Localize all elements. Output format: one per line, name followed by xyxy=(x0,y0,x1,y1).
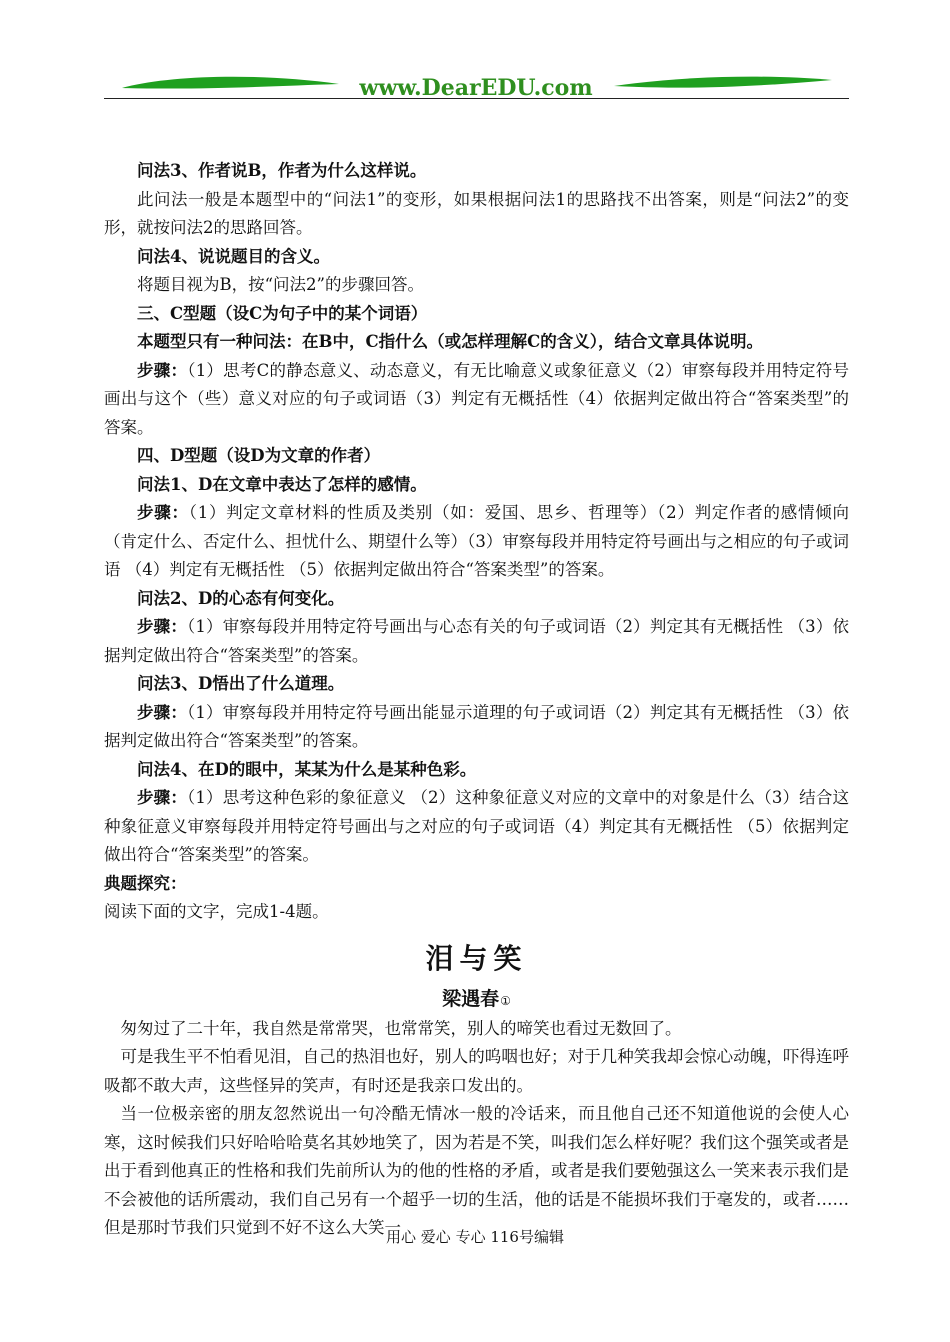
paragraph xyxy=(104,870,849,899)
paragraph-text: 四、D型题（设D为文章的作者） xyxy=(137,446,381,465)
footnote-marker: ① xyxy=(500,993,511,1008)
paragraph-text: 问法3、作者说B，作者为什么这样说。 xyxy=(137,161,427,180)
paragraph xyxy=(104,898,849,927)
paragraph xyxy=(104,784,849,870)
paragraph xyxy=(104,328,849,357)
article-paragraph: 匆匆过了二十年，我自然是常常哭，也常常笑，别人的啼笑也看过无数回了。 xyxy=(120,1018,682,1038)
left-leaf-swoosh xyxy=(122,77,339,89)
paragraph-text: （1）判定文章材料的性质及类别（如：爱国、思乡、哲理等）（2）判定作者的感情倾向（肯定什么、否定什么、担忧什么、期望什么等）（3）审察每段并用特定符号画出与之相应的句子或词语 （4）判定有无概括性 （5）依据判定做出符合“答案类型”的答案。 xyxy=(104,503,850,579)
paragraph-text: 本题型只有一种问法：在B中，C指什么（或怎样理解C的含义），结合文章具体说明。 xyxy=(137,332,763,351)
step-label: 步骤： xyxy=(137,617,187,636)
paragraph xyxy=(104,357,849,443)
paragraph-text: 问法3、D悟出了什么道理。 xyxy=(137,674,345,693)
paragraph-text: 三、C型题（设C为句子中的某个词语） xyxy=(137,303,428,323)
paragraph-text: 将题目视为B，按“问法2”的步骤回答。 xyxy=(137,275,424,294)
paragraph xyxy=(104,471,849,500)
paragraph-text: 阅读下面的文字，完成1-4题。 xyxy=(104,902,329,921)
site-name: www.DearEDU.com xyxy=(359,75,593,101)
paragraph-text: 此问法一般是本题型中的“问法1”的变形，如果根据问法1的思路找不出答案，则是“问法2”的变形，就按问法2的思路回答。 xyxy=(104,189,849,237)
step-label: 步骤： xyxy=(137,788,187,807)
paragraph xyxy=(104,756,849,785)
right-leaf-swoosh xyxy=(614,77,832,88)
paragraph xyxy=(104,186,849,243)
paragraph xyxy=(104,243,849,272)
paragraph xyxy=(104,613,849,670)
author-name: 梁遇春 xyxy=(442,987,500,1010)
paragraph xyxy=(104,585,849,614)
paragraph xyxy=(104,699,849,756)
paragraph-text: （1）思考C的静态意义、动态意义，有无比喻意义或象征意义（2）审察每段并用特定符号画出与这个（些）意义对应的句子或词语（3）判定有无概括性（4）依据判定做出符合“答案类型”的答案。 xyxy=(104,360,850,437)
article-paragraph: 可是我生平不怕看见泪，自己的热泪也好，别人的呜咽也好；对于几种笑我却会惊心动魄，吓得连呼吸都不敢大声，这些怪异的笑声，有时还是我亲口发出的。 xyxy=(104,1047,849,1095)
paragraph xyxy=(104,499,849,585)
paragraph-text: （1）思考这种色彩的象征意义 （2）这种象征意义对应的文章中的对象是什么（3）结合这种象征意义审察每段并用特定符号画出与之对应的句子或词语（4）判定其有无概括性 （5）依据判定做出符合“答案类型”的答案。 xyxy=(104,788,849,864)
article-paragraph: 当一位极亲密的朋友忽然说出一句冷酷无情冰一般的冷话来，而且他自己还不知道他说的会使人心寒，这时候我们只好哈哈哈莫名其妙地笑了，因为若是不笑，叫我们怎么样好呢？我们这个强笑或者是出于看到他真正的性格和我们先前所认为的他的性格的矛盾，或者是我们要勉强这么一笑来表示我们是不会被他的话所震动，我们自己另有一个超乎一切的生活，他的话是不能损坏我们于毫发的，或者……但是那时节我们只觉到不好不这么大笑一 xyxy=(104,1104,849,1237)
paragraph xyxy=(104,157,849,186)
paragraph-text: 典题探究： xyxy=(104,873,187,893)
header-divider xyxy=(104,98,849,99)
step-label: 步骤： xyxy=(137,503,189,522)
paragraph-text: 问法4、在D的眼中，某某为什么是某种色彩。 xyxy=(137,759,477,779)
paragraph xyxy=(104,670,849,699)
paragraph xyxy=(104,300,849,329)
paragraph-text: 问法2、D的心态有何变化。 xyxy=(137,588,345,608)
paragraph xyxy=(104,442,849,471)
step-label: 步骤： xyxy=(137,702,187,722)
paragraph-text: 问法1、D在文章中表达了怎样的感情。 xyxy=(137,474,427,494)
document-body xyxy=(104,157,849,1243)
paragraph-text: 问法4、说说题目的含义。 xyxy=(137,246,330,266)
paragraph xyxy=(104,271,849,300)
article-author xyxy=(104,985,849,1015)
step-label: 步骤： xyxy=(137,360,188,380)
paragraph-text: （1）审察每段并用特定符号画出能显示道理的句子或词语（2）判定其有无概括性 （3）依据判定做出符合“答案类型”的答案。 xyxy=(104,702,849,750)
paragraph-text: （1）审察每段并用特定符号画出与心态有关的句子或词语（2）判定其有无概括性 （3）依据判定做出符合“答案类型”的答案。 xyxy=(104,617,849,665)
article-title: 泪与笑 xyxy=(425,941,528,975)
page-footer: 用心 爱心 专心 116号编辑 xyxy=(386,1228,564,1246)
